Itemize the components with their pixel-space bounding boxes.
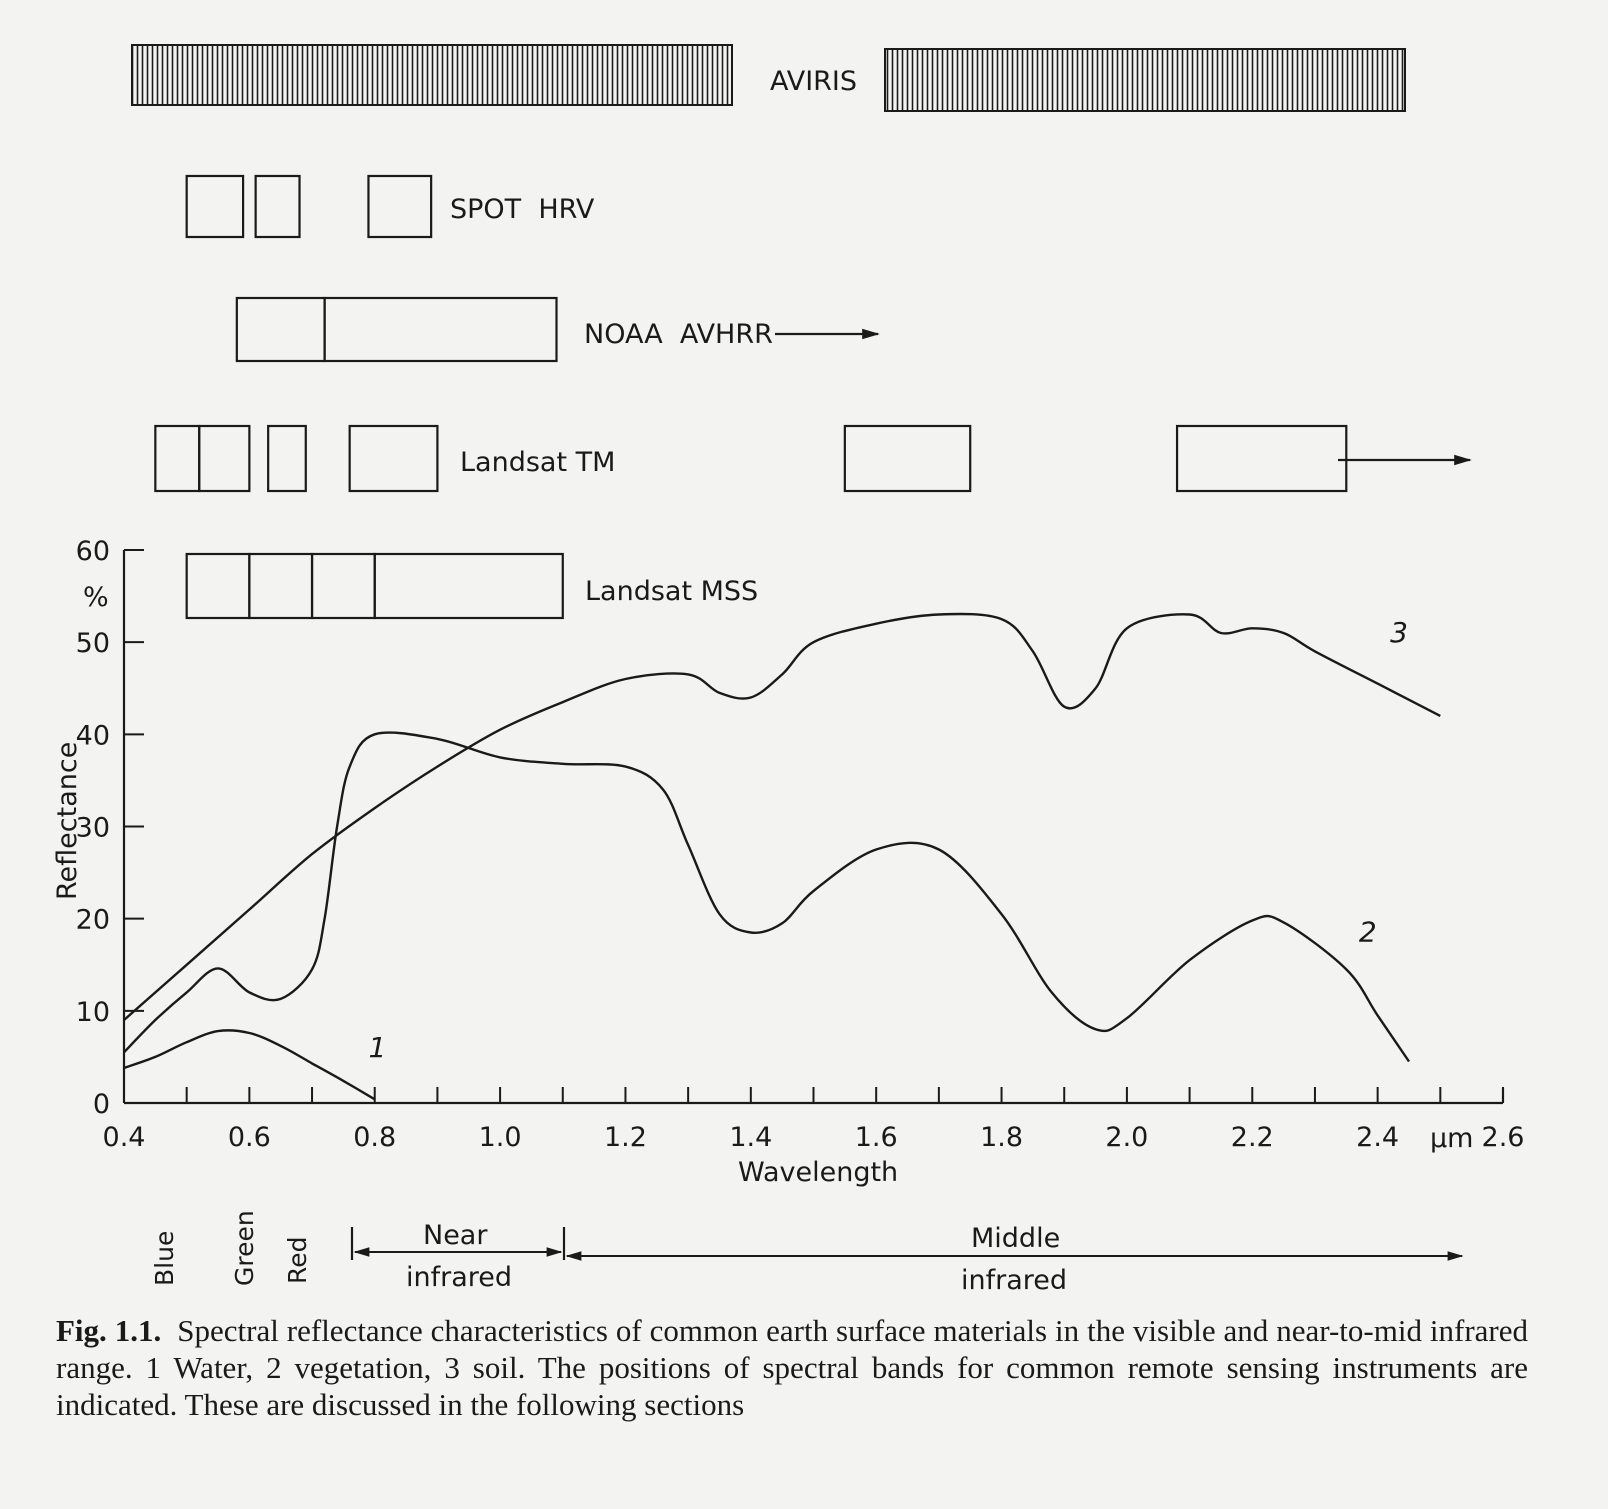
caption-label: Fig. 1.1. <box>56 1313 162 1348</box>
x-tick-label: 1.2 <box>603 1122 647 1153</box>
reflectance-curves <box>124 614 1440 1099</box>
spot-band-1 <box>187 176 243 237</box>
avhrr-band-1 <box>237 298 325 361</box>
x-tick-label: 0.8 <box>353 1122 397 1153</box>
middle-ir-label-line1: Middle <box>971 1223 1061 1254</box>
aviris-band-left <box>132 45 732 105</box>
x-tick-label: 2.4 <box>1356 1122 1400 1153</box>
y-tick-label: 30 <box>75 812 110 844</box>
noaa-avhrr-label: NOAA AVHRR <box>584 319 773 350</box>
y-tick-label: 50 <box>75 628 110 660</box>
x-tick-label: 1.0 <box>478 1122 522 1153</box>
x-unit-label: µm <box>1430 1123 1474 1154</box>
y-tick-label: 60 <box>75 536 110 567</box>
spot-hrv-label: SPOT HRV <box>450 194 595 225</box>
curve-3-label: 3 <box>1390 616 1409 650</box>
curve-1-label: 1 <box>368 1030 387 1064</box>
region-red-label: Red <box>283 1236 312 1284</box>
mss-band-4 <box>375 554 563 618</box>
landsat-tm-bands <box>155 426 1470 491</box>
x-tick-label: 1.4 <box>729 1122 773 1153</box>
x-tick-label: 0.4 <box>102 1122 146 1153</box>
tm-band-4 <box>350 426 438 491</box>
tm-band-6 <box>1177 426 1346 491</box>
region-green-label: Green <box>230 1210 259 1286</box>
curve-2 <box>124 733 1409 1062</box>
avhrr-band-2 <box>325 298 557 361</box>
near-ir-label-line2: infrared <box>406 1262 513 1293</box>
aviris-band-right <box>885 49 1405 111</box>
x-tick-label: 2.6 <box>1481 1122 1525 1153</box>
y-tick-label: 0 <box>92 1089 110 1120</box>
landsat-mss-label: Landsat MSS <box>585 576 759 607</box>
x-tick-label: 2.2 <box>1230 1122 1274 1153</box>
y-tick-label: 10 <box>75 996 110 1028</box>
y-tick-label: 40 <box>75 720 110 752</box>
landsat-tm-label: Landsat TM <box>460 447 616 478</box>
figure-caption <box>56 1312 1528 1423</box>
caption-text: Spectral reflectance characteristics of common earth surface materials in the visible and near-to-mid infrared range. 1 Water, 2 vegetation, 3 soil. The positions of spectral bands for common remote sensing instruments are indicated. These are discussed in the following sections <box>56 1313 1528 1422</box>
spot-band-3 <box>368 176 431 237</box>
tm-band-1 <box>155 426 199 491</box>
mss-band-3 <box>312 554 375 618</box>
landsat-mss-bands <box>187 554 759 618</box>
tm-band-3 <box>268 426 306 491</box>
x-axis-label: Wavelength <box>738 1157 899 1188</box>
y-axis-label: Reflectance <box>52 741 83 900</box>
near-ir-label-line1: Near <box>423 1220 488 1251</box>
curve-2-label: 2 <box>1358 915 1377 949</box>
y-unit-label: % <box>83 582 109 613</box>
x-tick-label: 2.0 <box>1105 1122 1149 1153</box>
spot-hrv-bands <box>187 176 595 237</box>
tm-band-5 <box>845 426 970 491</box>
spot-band-2 <box>256 176 300 237</box>
x-tick-label: 1.8 <box>980 1122 1024 1153</box>
mss-band-2 <box>249 554 312 618</box>
x-tick-label: 0.6 <box>227 1122 271 1153</box>
spectral-regions <box>150 1210 1462 1296</box>
middle-ir-label-line2: infrared <box>961 1265 1068 1296</box>
noaa-avhrr-bands <box>237 298 878 361</box>
aviris-label: AVIRIS <box>770 66 858 97</box>
curve-3 <box>124 614 1440 1020</box>
aviris-bands <box>132 45 1405 111</box>
region-blue-label: Blue <box>150 1230 179 1286</box>
y-tick-label: 20 <box>75 904 110 936</box>
tm-band-2 <box>199 426 249 491</box>
x-tick-label: 1.6 <box>854 1122 898 1153</box>
chart-axes <box>52 536 1524 1188</box>
mss-band-1 <box>187 554 250 618</box>
